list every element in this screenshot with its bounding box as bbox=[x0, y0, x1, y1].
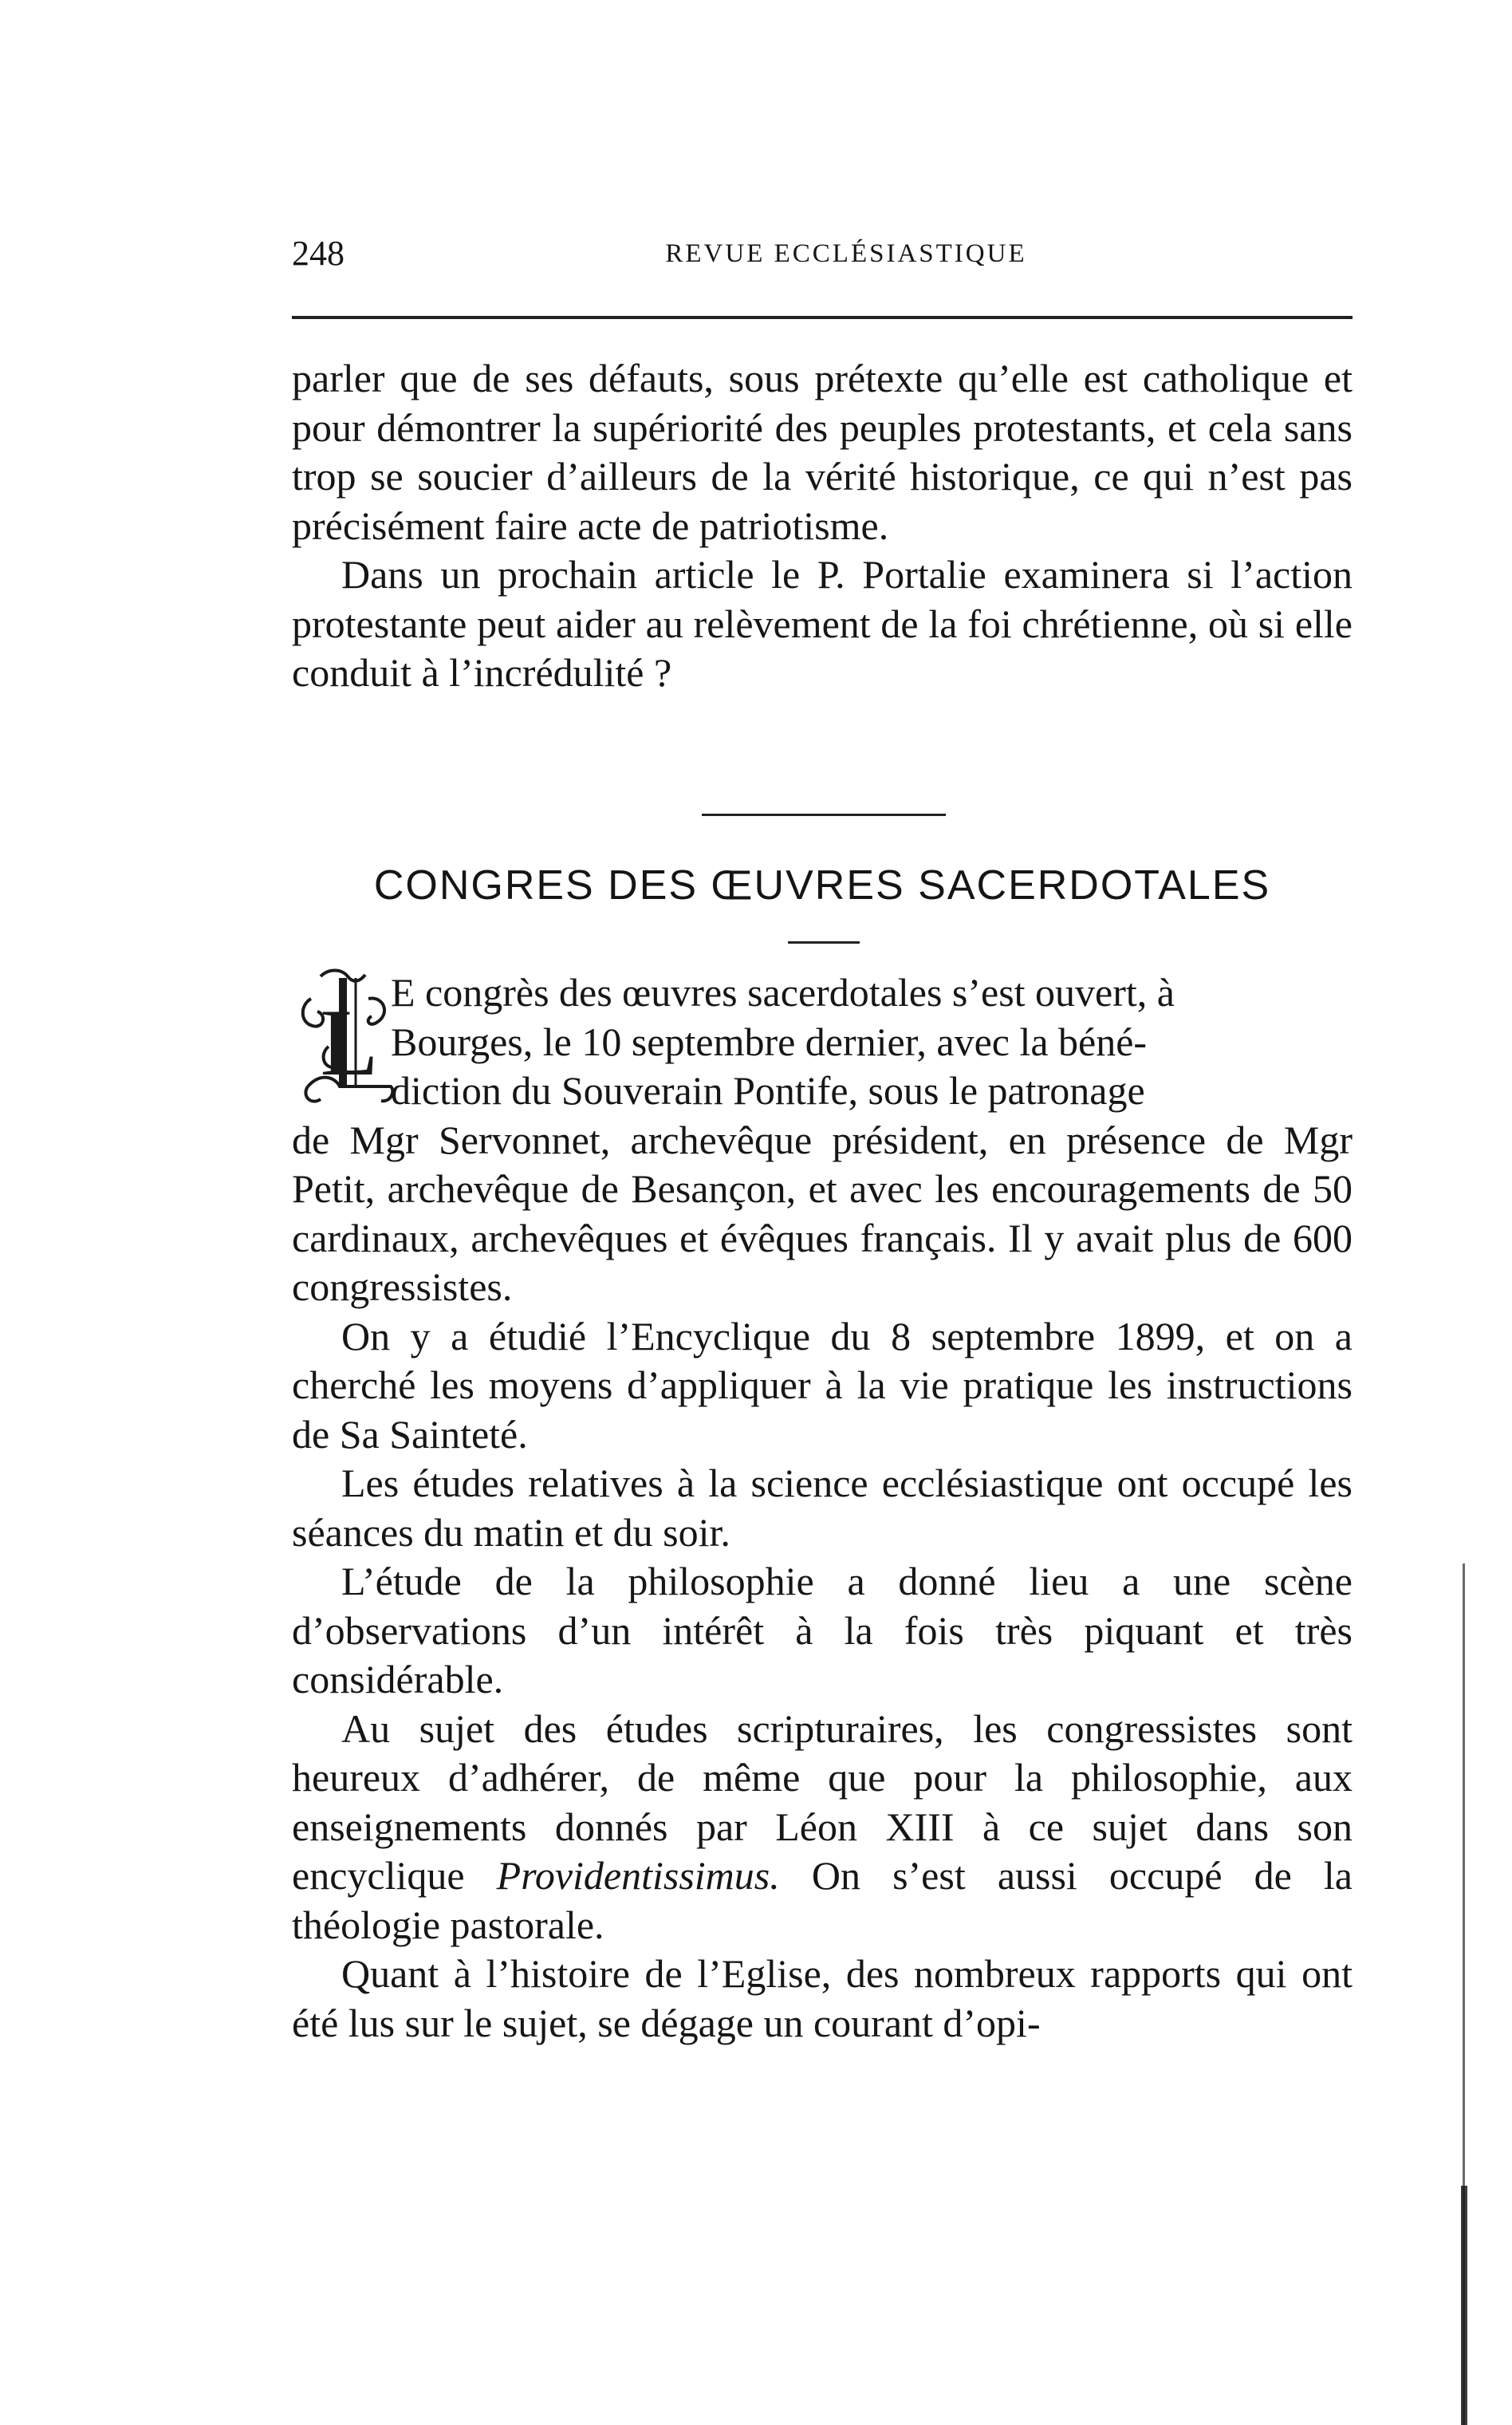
text: Au sujet des études scripturaires, les congressistes sont heureux d’adhérer, de même que pour la philosophie, aux enseignements donnés par Léon XIII à ce sujet dans son encyclique bbox=[292, 1705, 1353, 1898]
paragraph: L’étude de la philosophie a donné lieu a une scène d’observations d’un intérêt à la fois très piquant et très considérable. bbox=[292, 1559, 1353, 1701]
paragraph: parler que de ses défauts, sous prétexte qu’elle est catholique et pour démontrer la supériorité des peuples protestants, et cela sans trop se soucier d’ailleurs de la vérité historique, ce qui n’est pas précisément faire acte de patriotisme. bbox=[292, 356, 1353, 548]
header-rule bbox=[292, 316, 1353, 319]
lead-line: Bourges, le 10 septembre dernier, avec la béné- bbox=[391, 1019, 1148, 1064]
paragraph: Les études relatives à la science ecclésiastique ont occupé les séances du matin et du soir. bbox=[292, 1461, 1353, 1555]
section-separator-rule bbox=[702, 814, 946, 816]
running-head bbox=[292, 230, 1353, 278]
lead-line: E congrès des œuvres sacerdotales s’est ouvert, à bbox=[391, 970, 1175, 1015]
paragraph: On y a étudié l’Encyclique du 8 septembre 1899, et on a cherché les moyens d’appliquer à la vie pratique les instructions de Sa Sainteté. bbox=[292, 1313, 1353, 1457]
paragraph: Dans un prochain article le P. Portalie examinera si l’action protestante peut aider au relèvement de la foi chrétienne, où si elle conduit à l’incrédulité ? bbox=[292, 552, 1353, 695]
lead-line: diction du Souverain Pontife, sous le patronage bbox=[391, 1068, 1145, 1113]
lead-rest: de Mgr Servonnet, archevêque président, en présence de Mgr Petit, archevêque de Besançon, et avec les encouragements de 50 cardinaux, archevêques et évêques français. Il y avait plus de 600 congressistes. bbox=[292, 1117, 1353, 1309]
encyclical-title: Providentissimus. bbox=[496, 1853, 780, 1898]
text: On s’est aussi occupé de la théologie pastorale. bbox=[292, 1853, 1353, 1947]
paragraph: Quant à l’histoire de l’Eglise, des nombreux rapports qui ont été lus sur le sujet, se dégage un courant d’opi- bbox=[292, 1951, 1353, 2045]
drop-cap-letter: L bbox=[320, 989, 379, 1095]
lead-paragraph bbox=[292, 968, 1353, 1312]
title-underline-rule bbox=[788, 941, 860, 944]
section-title: CONGRES DES ŒUVRES SACERDOTALES bbox=[373, 862, 1271, 909]
page-number: 248 bbox=[292, 234, 345, 273]
running-title: REVUE ECCLÉSIASTIQUE bbox=[665, 239, 1027, 268]
scan-edge-mark bbox=[1461, 1563, 1467, 2425]
paragraph-scripture bbox=[292, 1705, 1353, 1950]
section-body bbox=[292, 968, 1353, 2048]
continuation-text bbox=[292, 354, 1353, 698]
